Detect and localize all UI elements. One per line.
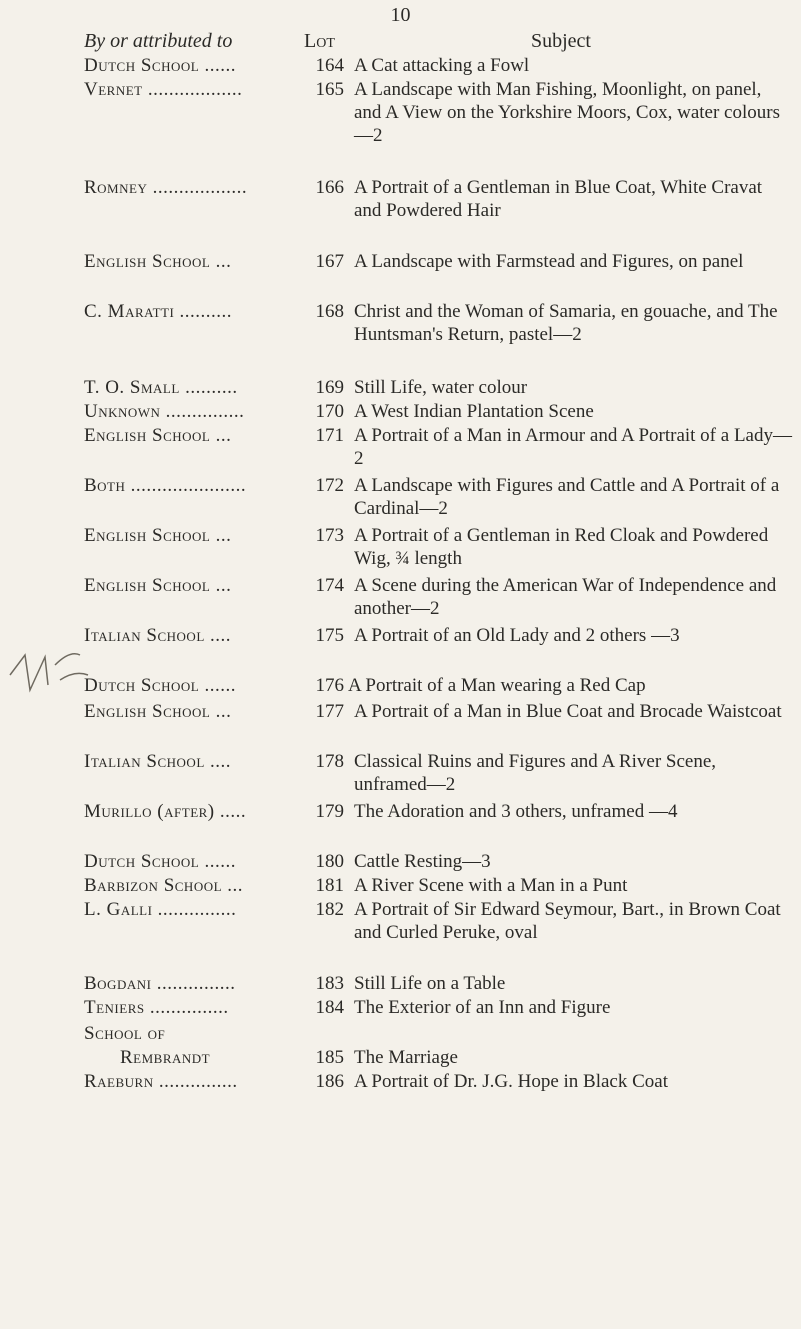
row-lot: 170: [315, 401, 344, 422]
row-subject: The Exterior of an Inn and Figure: [354, 997, 611, 1018]
row-attribution: Both ......................: [84, 475, 247, 496]
row-attribution: C. Maratti ..........: [84, 301, 233, 322]
row-subject: A River Scene with a Man in a Punt: [354, 875, 628, 896]
row-attribution: Teniers ...............: [84, 997, 229, 1018]
row-lot: 173: [315, 525, 344, 546]
row-lot: 165: [315, 79, 344, 100]
row-subject: A Portrait of Dr. J.G. Hope in Black Coat: [354, 1071, 668, 1092]
row-lot: 179: [315, 801, 344, 822]
row-lot: 183: [315, 973, 344, 994]
row-lot: 185: [315, 1047, 344, 1068]
row-attribution: Italian School ....: [84, 625, 232, 646]
row-attribution: Unknown ...............: [84, 401, 245, 422]
row-attribution: Bogdani ...............: [84, 973, 236, 994]
row-attribution: English School ...: [84, 575, 232, 596]
row-attribution: Murillo (after) .....: [84, 801, 247, 822]
row-attribution: English School ...: [84, 251, 232, 272]
row-lot: 180: [315, 851, 344, 872]
row-attribution: Rembrandt: [120, 1047, 211, 1068]
row-subject: Christ and the Woman of Samaria, en gouache, and The Huntsman's Return, pastel—2: [354, 301, 778, 345]
row-attribution: Dutch School ......: [84, 851, 236, 872]
row-subject: A Landscape with Farmstead and Figures, on panel: [354, 251, 744, 272]
row-lot: 174: [315, 575, 344, 596]
pencil-mark-icon: [0, 595, 90, 705]
row-subject: A Scene during the American War of Independence and another—2: [354, 575, 777, 619]
row-attribution: Dutch School ......: [84, 675, 236, 696]
row-lot: 182: [315, 899, 344, 920]
row-lot: 175: [315, 625, 344, 646]
header-subject: Subject: [531, 30, 591, 52]
row-lot: 168: [315, 301, 344, 322]
row-subject: A Portrait of an Old Lady and 2 others —3: [354, 625, 680, 646]
row-subject: A Portrait of a Man wearing a Red Cap: [348, 675, 646, 696]
page-number: 10: [390, 4, 411, 26]
row-attribution: L. Galli ...............: [84, 899, 237, 920]
row-subject: Still Life, water colour: [354, 377, 528, 398]
row-lot: 176: [315, 675, 344, 696]
header-lot: Lot: [304, 30, 335, 52]
row-attribution: T. O. Small ..........: [84, 377, 238, 398]
row-lot: 186: [315, 1071, 344, 1092]
row-attribution: Raeburn ...............: [84, 1071, 238, 1092]
row-attribution: Barbizon School ...: [84, 875, 244, 896]
row-subject: A Portrait of a Gentleman in Blue Coat, White Cravat and Powdered Hair: [354, 177, 763, 221]
row-lot: 166: [315, 177, 344, 198]
row-attribution: Romney ..................: [84, 177, 248, 198]
row-attribution: Italian School ....: [84, 751, 232, 772]
row-subject: A West Indian Plantation Scene: [354, 401, 594, 422]
row-subject: A Landscape with Man Fishing, Moonlight, on panel, and A View on the Yorkshire Moors, Cox, water colours —2: [354, 79, 780, 146]
row-subject: A Landscape with Figures and Cattle and A Portrait of a Cardinal—2: [354, 475, 780, 519]
row-subject: Cattle Resting—3: [354, 851, 491, 872]
row-subject: Still Life on a Table: [354, 973, 506, 994]
row-lot: 169: [315, 377, 344, 398]
row-lot: 177: [315, 701, 344, 722]
row-attribution: School of: [84, 1023, 166, 1044]
row-lot: 171: [315, 425, 344, 446]
row-subject: The Adoration and 3 others, unframed —4: [354, 801, 678, 822]
row-attribution: English School ...: [84, 525, 232, 546]
row-attribution: Vernet ..................: [84, 79, 243, 100]
row-subject: A Portrait of a Man in Blue Coat and Brocade Waistcoat: [354, 701, 782, 722]
row-subject: A Portrait of a Man in Armour and A Portrait of a Lady—2: [354, 425, 792, 469]
row-lot: 167: [315, 251, 344, 272]
row-attribution: English School ...: [84, 701, 232, 722]
row-attribution: Dutch School ......: [84, 55, 236, 76]
row-subject: Classical Ruins and Figures and A River Scene, unframed—2: [354, 751, 717, 795]
row-lot: 181: [315, 875, 344, 896]
row-subject: A Portrait of a Gentleman in Red Cloak and Powdered Wig, ¾ length: [354, 525, 769, 569]
row-lot: 178: [315, 751, 344, 772]
row-attribution: English School ...: [84, 425, 232, 446]
row-lot: 164: [315, 55, 344, 76]
header-attribution: By or attributed to: [84, 30, 233, 52]
row-lot: 172: [315, 475, 344, 496]
row-lot: 184: [315, 997, 344, 1018]
row-subject: A Portrait of Sir Edward Seymour, Bart., in Brown Coat and Curled Peruke, oval: [354, 899, 781, 943]
row-subject: A Cat attacking a Fowl: [354, 55, 530, 76]
row-subject: The Marriage: [354, 1047, 458, 1068]
